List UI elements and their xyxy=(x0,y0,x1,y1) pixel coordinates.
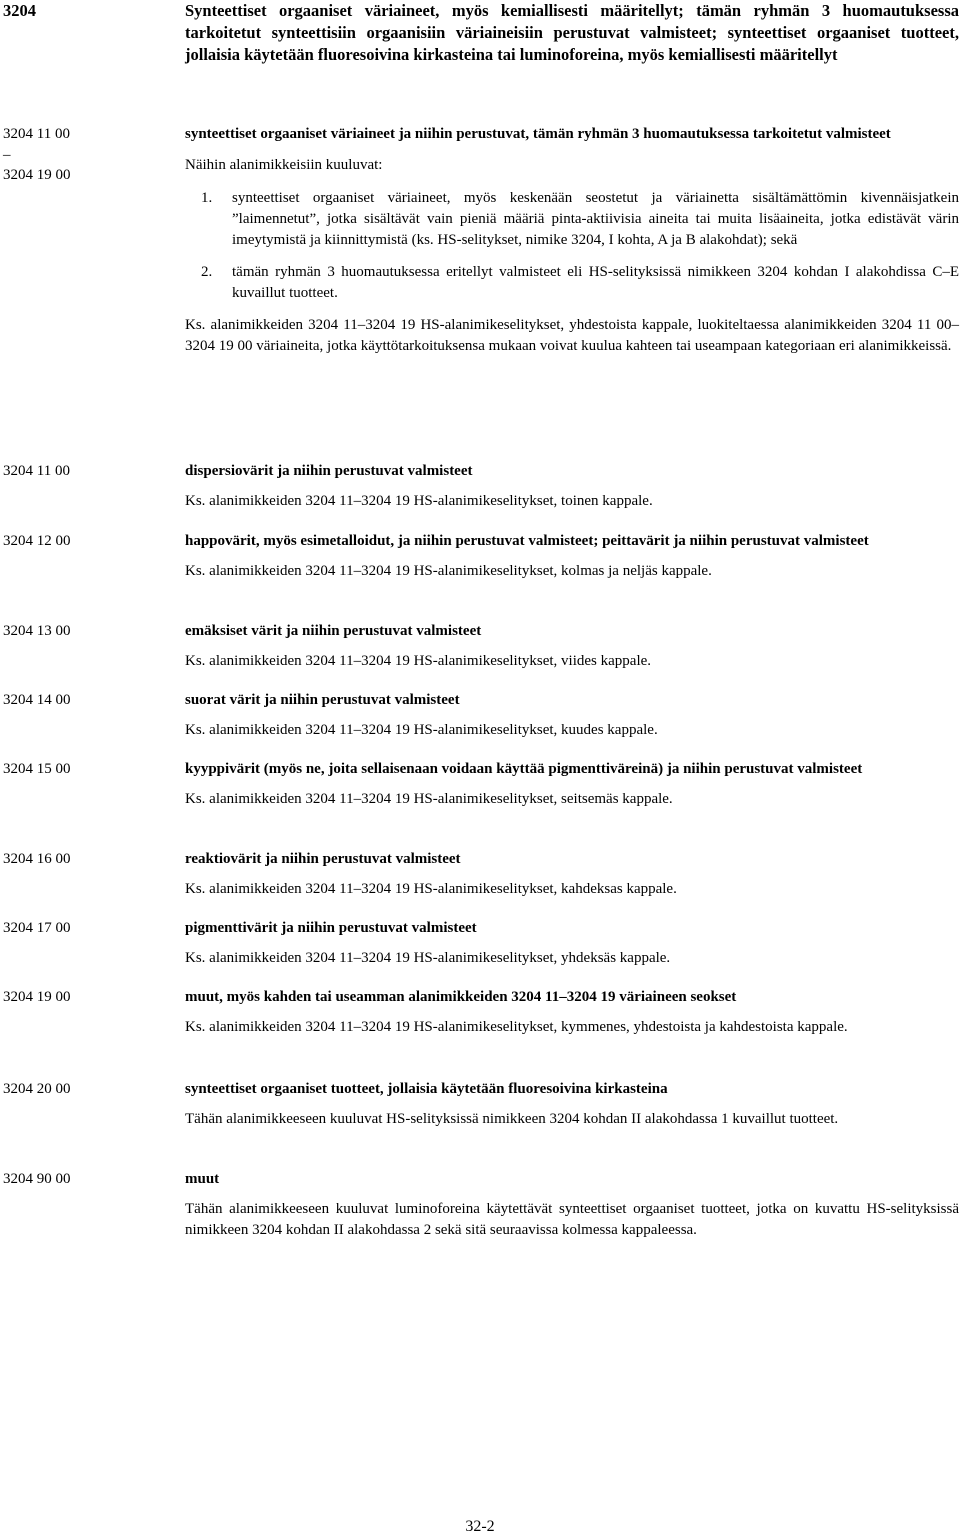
list-text: synteettiset orgaaniset väriaineet, myös keskenään seostetut ja väriainetta sisältämättömin kivennäisjatkein ”laimennetut”, jotka sisältävät vain pieniä määriä pinta-aktiivisia aineita tai muita lisäaineita, jotka edistävät värin imeytymistä ja kiinnittymistä (ks. HS-selitykset, nimike 3204, I kohta, A ja B alakohdat); sekä xyxy=(232,190,959,248)
subheading-note: Tähän alanimikkeeseen kuuluvat HS-selityksissä nimikkeen 3204 kohdan II alakohdassa 1 kuvaillut tuotteet. xyxy=(185,1111,839,1127)
range-intro: Näihin alanimikkeisiin kuuluvat: xyxy=(185,157,383,173)
subheading-body xyxy=(185,1079,959,1130)
subheading-title: suorat värit ja niihin perustuvat valmisteet xyxy=(185,692,460,708)
subheading-code: 3204 13 00 xyxy=(3,623,71,639)
subheading-body xyxy=(185,461,959,512)
list-number: 1. xyxy=(201,190,213,206)
subheading-note: Ks. alanimikkeiden 3204 11–3204 19 HS-alanimikeselitykset, kuudes kappale. xyxy=(185,722,658,738)
subheading-body xyxy=(185,1169,959,1241)
subheading-code: 3204 20 00 xyxy=(3,1081,71,1097)
subheading-title: pigmenttivärit ja niihin perustuvat valmisteet xyxy=(185,920,477,936)
subheading-note: Ks. alanimikkeiden 3204 11–3204 19 HS-alanimikeselitykset, viides kappale. xyxy=(185,653,652,669)
subheading-title: muut xyxy=(185,1171,220,1187)
subheading-title: muut, myös kahden tai useamman alanimikkeiden 3204 11–3204 19 väriaineen seokset xyxy=(185,989,737,1005)
subheading-code: 3204 14 00 xyxy=(3,692,71,708)
subheading-title: dispersiovärit ja niihin perustuvat valmisteet xyxy=(185,463,473,479)
subheading-code: 3204 90 00 xyxy=(3,1171,71,1187)
subheading-note: Ks. alanimikkeiden 3204 11–3204 19 HS-alanimikeselitykset, yhdeksäs kappale. xyxy=(185,950,671,966)
subheading-code: 3204 15 00 xyxy=(3,761,71,777)
range-body xyxy=(185,124,959,357)
heading-code: 3204 xyxy=(3,1,36,20)
subheading-title: synteettiset orgaaniset tuotteet, jollaisia käytetään fluoresoivina kirkasteina xyxy=(185,1081,668,1097)
subheading-code: 3204 19 00 xyxy=(3,989,71,1005)
range-title: synteettiset orgaaniset väriaineet ja niihin perustuvat, tämän ryhmän 3 huomautuksessa tarkoitetut valmisteet xyxy=(185,126,891,142)
subheading-note: Tähän alanimikkeeseen kuuluvat luminoforeina käytettävät synteettiset orgaaniset tuotteet, jotka on kuvattu HS-selityksissä nimikkeen 3204 kohdan II alakohdassa 2 sekä sitä seuraavissa kolmessa kappaleessa. xyxy=(185,1201,959,1238)
subheading-note: Ks. alanimikkeiden 3204 11–3204 19 HS-alanimikeselitykset, toinen kappale. xyxy=(185,493,653,509)
range-code xyxy=(3,124,173,185)
subheading-body xyxy=(185,759,959,810)
subheading-body xyxy=(185,621,959,672)
range-code-from: 3204 11 00 xyxy=(3,126,70,142)
subheading-body xyxy=(185,849,959,900)
subheading-note: Ks. alanimikkeiden 3204 11–3204 19 HS-alanimikeselitykset, kymmenes, yhdestoista ja kahdestoista kappale. xyxy=(185,1019,848,1035)
subheading-code: 3204 11 00 xyxy=(3,463,70,479)
subheading-note: Ks. alanimikkeiden 3204 11–3204 19 HS-alanimikeselitykset, kolmas ja neljäs kappale. xyxy=(185,563,712,579)
range-list-item-1 xyxy=(185,188,959,251)
subheading-body xyxy=(185,987,959,1038)
subheading-title: emäksiset värit ja niihin perustuvat valmisteet xyxy=(185,623,482,639)
subheading-note: Ks. alanimikkeiden 3204 11–3204 19 HS-alanimikeselitykset, seitsemäs kappale. xyxy=(185,791,673,807)
range-note: Ks. alanimikkeiden 3204 11–3204 19 HS-alanimikeselitykset, yhdestoista kappale, luokiteltaessa alanimikkeiden 3204 11 00–3204 19 00 väriaineita, jotka käyttötarkoituksensa mukaan voivat kuulua kahteen tai useampaan kategoriaan eri alanimikkeissä. xyxy=(185,317,959,354)
subheading-title: kyyppivärit (myös ne, joita sellaisenaan voidaan käyttää pigmenttiväreinä) ja niihin perustuvat valmisteet xyxy=(185,761,863,777)
subheading-body xyxy=(185,690,959,741)
subheading-title: reaktiovärit ja niihin perustuvat valmisteet xyxy=(185,851,461,867)
subheading-title: happovärit, myös esimetalloidut, ja niihin perustuvat valmisteet; peittavärit ja niihin perustuvat valmisteet xyxy=(185,533,869,549)
subheading-code: 3204 12 00 xyxy=(3,533,71,549)
range-code-to: 3204 19 00 xyxy=(3,167,71,183)
subheading-body xyxy=(185,531,959,582)
subheading-code: 3204 17 00 xyxy=(3,920,71,936)
subheading-note: Ks. alanimikkeiden 3204 11–3204 19 HS-alanimikeselitykset, kahdeksas kappale. xyxy=(185,881,677,897)
subheading-body xyxy=(185,918,959,969)
list-number: 2. xyxy=(201,264,213,280)
subheading-code: 3204 16 00 xyxy=(3,851,71,867)
range-list-item-2 xyxy=(185,262,959,304)
page-footer xyxy=(0,1518,960,1536)
list-text: tämän ryhmän 3 huomautuksessa eritellyt valmisteet eli HS-selityksissä nimikkeen 3204 kohdan I alakohdissa C–E kuvaillut tuotteet. xyxy=(232,264,959,301)
heading-title: Synteettiset orgaaniset väriaineet, myös kemiallisesti määritellyt; tämän ryhmän 3 huomautuksessa tarkoitetut synteettisiin orgaanisiin väriaineisiin perustuvat valmisteet; synteettiset orgaaniset tuotteet, jollaisia käytetään fluoresoivina kirkasteina tai luminoforeina, myös kemiallisesti määritellyt xyxy=(185,1,959,64)
range-code-dash: – xyxy=(3,147,11,163)
page-number: 32-2 xyxy=(465,1518,495,1535)
